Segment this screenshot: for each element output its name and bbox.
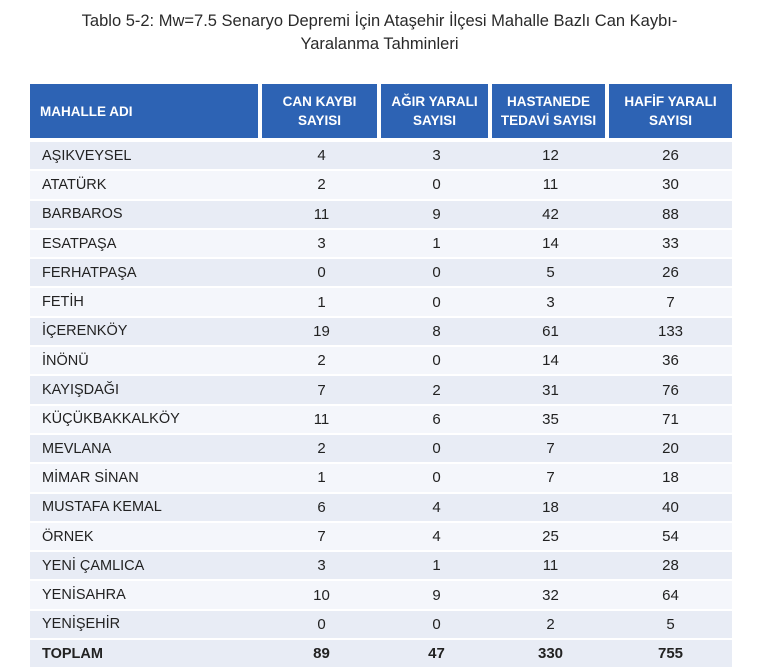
- table-caption: [0, 10, 759, 56]
- mahalle-name: YENİ ÇAMLICA: [30, 552, 262, 581]
- can-kaybi-value: 3: [262, 552, 381, 581]
- mahalle-name: KÜÇÜKBAKKALKÖY: [30, 406, 262, 435]
- agir-yarali-value: 9: [381, 581, 492, 610]
- hafif-yarali-value: 26: [609, 142, 732, 171]
- table-row: [30, 288, 732, 317]
- table-row: [30, 464, 732, 493]
- casualty-table: [30, 84, 732, 669]
- can-kaybi-value: 2: [262, 171, 381, 200]
- agir-yarali-value: 0: [381, 259, 492, 288]
- total-agir-yarali-value: 47: [381, 640, 492, 669]
- table-row: [30, 581, 732, 610]
- mahalle-name: AŞIKVEYSEL: [30, 142, 262, 171]
- can-kaybi-value: 0: [262, 611, 381, 640]
- hastanede-tedavi-value: 61: [492, 318, 609, 347]
- agir-yarali-value: 0: [381, 611, 492, 640]
- hafif-yarali-value: 20: [609, 435, 732, 464]
- can-kaybi-value: 2: [262, 347, 381, 376]
- hafif-yarali-value: 88: [609, 201, 732, 230]
- can-kaybi-value: 10: [262, 581, 381, 610]
- hafif-yarali-value: 28: [609, 552, 732, 581]
- header-agir-yarali: [381, 84, 492, 142]
- hafif-yarali-value: 18: [609, 464, 732, 493]
- hastanede-tedavi-value: 5: [492, 259, 609, 288]
- table-row: [30, 259, 732, 288]
- hastanede-tedavi-value: 3: [492, 288, 609, 317]
- hastanede-tedavi-value: 11: [492, 171, 609, 200]
- agir-yarali-value: 0: [381, 171, 492, 200]
- agir-yarali-value: 0: [381, 347, 492, 376]
- can-kaybi-value: 19: [262, 318, 381, 347]
- table-row: [30, 230, 732, 259]
- hastanede-tedavi-value: 42: [492, 201, 609, 230]
- agir-yarali-value: 2: [381, 376, 492, 405]
- mahalle-name: YENİŞEHİR: [30, 611, 262, 640]
- total-hafif-yarali-value: 755: [609, 640, 732, 669]
- can-kaybi-value: 1: [262, 288, 381, 317]
- table-row: [30, 201, 732, 230]
- table-row: [30, 611, 732, 640]
- header-can-kaybi: [262, 84, 381, 142]
- hafif-yarali-value: 64: [609, 581, 732, 610]
- can-kaybi-value: 1: [262, 464, 381, 493]
- agir-yarali-value: 0: [381, 288, 492, 317]
- table-row: [30, 523, 732, 552]
- header-row: [30, 84, 732, 142]
- hastanede-tedavi-value: 7: [492, 435, 609, 464]
- agir-yarali-value: 0: [381, 435, 492, 464]
- table-row: [30, 318, 732, 347]
- mahalle-name: MEVLANA: [30, 435, 262, 464]
- hastanede-tedavi-value: 25: [492, 523, 609, 552]
- can-kaybi-value: 4: [262, 142, 381, 171]
- table-row: [30, 142, 732, 171]
- can-kaybi-value: 0: [262, 259, 381, 288]
- agir-yarali-value: 4: [381, 494, 492, 523]
- can-kaybi-value: 11: [262, 201, 381, 230]
- agir-yarali-value: 6: [381, 406, 492, 435]
- hastanede-tedavi-value: 32: [492, 581, 609, 610]
- hastanede-tedavi-value: 35: [492, 406, 609, 435]
- mahalle-name: İNÖNÜ: [30, 347, 262, 376]
- agir-yarali-value: 1: [381, 230, 492, 259]
- total-row: [30, 640, 732, 669]
- header-mahalle-adi: [30, 84, 262, 142]
- table-row: [30, 435, 732, 464]
- hafif-yarali-value: 133: [609, 318, 732, 347]
- mahalle-name: FERHATPAŞA: [30, 259, 262, 288]
- can-kaybi-value: 6: [262, 494, 381, 523]
- hafif-yarali-value: 7: [609, 288, 732, 317]
- table-row: [30, 494, 732, 523]
- table-row: [30, 376, 732, 405]
- hafif-yarali-value: 30: [609, 171, 732, 200]
- hafif-yarali-value: 5: [609, 611, 732, 640]
- total-can-kaybi-value: 89: [262, 640, 381, 669]
- header-label-line: MAHALLE ADI: [40, 103, 133, 119]
- hafif-yarali-value: 36: [609, 347, 732, 376]
- can-kaybi-value: 7: [262, 523, 381, 552]
- mahalle-name: İÇERENKÖY: [30, 318, 262, 347]
- mahalle-name: YENİSAHRA: [30, 581, 262, 610]
- header-label-line: SAYISI: [648, 113, 693, 128]
- table-row: [30, 347, 732, 376]
- hafif-yarali-value: 76: [609, 376, 732, 405]
- mahalle-name: ÖRNEK: [30, 523, 262, 552]
- agir-yarali-value: 8: [381, 318, 492, 347]
- mahalle-name: FETİH: [30, 288, 262, 317]
- agir-yarali-value: 9: [381, 201, 492, 230]
- agir-yarali-value: 3: [381, 142, 492, 171]
- caption-line-2: Yaralanma Tahminleri: [300, 35, 459, 53]
- hastanede-tedavi-value: 7: [492, 464, 609, 493]
- hafif-yarali-value: 40: [609, 494, 732, 523]
- hastanede-tedavi-value: 31: [492, 376, 609, 405]
- header-label-line: AĞIR YARALI: [391, 94, 478, 109]
- table-body: [30, 142, 732, 669]
- mahalle-name: MUSTAFA KEMAL: [30, 494, 262, 523]
- mahalle-name: MİMAR SİNAN: [30, 464, 262, 493]
- mahalle-name: BARBAROS: [30, 201, 262, 230]
- mahalle-name: ESATPAŞA: [30, 230, 262, 259]
- hastanede-tedavi-value: 11: [492, 552, 609, 581]
- can-kaybi-value: 2: [262, 435, 381, 464]
- total-hastanede-tedavi-value: 330: [492, 640, 609, 669]
- header-hafif-yarali: [609, 84, 732, 142]
- agir-yarali-value: 1: [381, 552, 492, 581]
- table-row: [30, 171, 732, 200]
- agir-yarali-value: 4: [381, 523, 492, 552]
- header-label-line: HASTANEDE: [506, 94, 590, 109]
- header-label-line: SAYISI: [412, 113, 457, 128]
- can-kaybi-value: 7: [262, 376, 381, 405]
- caption-line-1: Tablo 5-2: Mw=7.5 Senaryo Depremi İçin Ataşehir İlçesi Mahalle Bazlı Can Kaybı-: [81, 12, 678, 30]
- table-row: [30, 552, 732, 581]
- hastanede-tedavi-value: 14: [492, 347, 609, 376]
- hafif-yarali-value: 54: [609, 523, 732, 552]
- table-header: [30, 84, 732, 142]
- mahalle-name: ATATÜRK: [30, 171, 262, 200]
- can-kaybi-value: 3: [262, 230, 381, 259]
- hastanede-tedavi-value: 12: [492, 142, 609, 171]
- hastanede-tedavi-value: 14: [492, 230, 609, 259]
- agir-yarali-value: 0: [381, 464, 492, 493]
- hafif-yarali-value: 26: [609, 259, 732, 288]
- header-label-line: SAYISI: [297, 113, 342, 128]
- header-hastanede-tedavi: [492, 84, 609, 142]
- header-label-line: HAFİF YARALI: [624, 94, 717, 109]
- hafif-yarali-value: 33: [609, 230, 732, 259]
- hafif-yarali-value: 71: [609, 406, 732, 435]
- hastanede-tedavi-value: 18: [492, 494, 609, 523]
- can-kaybi-value: 11: [262, 406, 381, 435]
- hastanede-tedavi-value: 2: [492, 611, 609, 640]
- header-label-line: CAN KAYBI: [282, 94, 357, 109]
- header-label-line: TEDAVİ SAYISI: [500, 113, 597, 128]
- mahalle-name: KAYIŞDAĞI: [30, 376, 262, 405]
- total-label: TOPLAM: [30, 640, 262, 669]
- table-row: [30, 406, 732, 435]
